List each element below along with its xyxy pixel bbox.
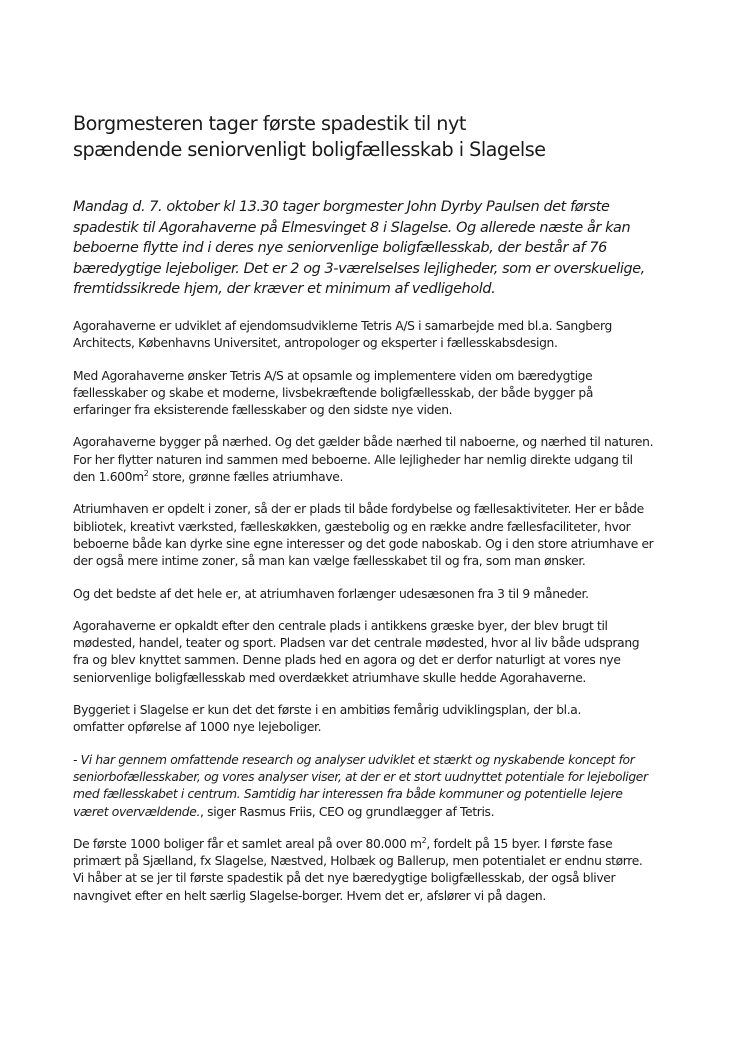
superscript: 2 [421,835,427,845]
text-line: primært på Sjælland, fx Slagelse, Næstved, Holbæk og Ballerup, men potentialet er endnu større. [73,854,643,869]
text-line: bibliotek, kreativt værksted, fælleskøkken, gæstebolig og en række andre fællesfaciliteter, hvor [73,519,631,534]
paragraph-goals [73,368,713,420]
paragraph-season [73,586,713,603]
text-line: fællesskaber og skabe et moderne, livsbekræftende boligfællesskab, der både bygger på [73,385,594,400]
text-line: Byggeriet i Slagelse er kun det det første i en ambitiøs femårig udviklingsplan, der bl.a. [73,703,582,718]
text-fragment: De første 1000 boliger får et samlet areal på over 80.000 m [73,836,422,851]
text-line [73,836,713,853]
text-line [73,469,713,486]
text-line: fra og blev knyttet sammen. Denne plads hed en agora og det er derfor naturligt at vores nye [73,653,621,668]
text-line [73,804,713,821]
text-line: erfaringer fra eksisterende fællesskaber og den sidste nye viden. [73,403,453,418]
lead-line: spadestik til Agorahaverne på Elmesvinget 8 i Slagelse. Og allerede næste år kan [73,219,631,236]
article-body [73,318,713,920]
paragraph-proximity [73,434,713,486]
text-fragment: store, grønne fælles atriumhave. [148,470,344,485]
text-line: Vi håber at se jer til første spadestik på det nye bæredygtige boligfællesskab, der også bliver [73,871,616,886]
text-line: Agorahaverne bygger på nærhed. Og det gælder både nærhed til naboerne, og nærhed til naturen. [73,435,654,450]
text-line: For her flytter naturen ind sammen med beboerne. Alle lejligheder har nemlig direkte udgang til [73,452,633,467]
quote-attribution: , siger Rasmus Friis, CEO og grundlægger af Tetris. [200,804,495,819]
title-line: spændende seniorvenligt boligfællesskab i Slagelse [73,138,546,161]
text-line: Og det bedste af det hele er, at atriumhaven forlænger udesæsonen fra 3 til 9 måneder. [73,586,589,601]
page-title [73,111,713,163]
lead-line: beboerne flytte ind i deres nye seniorvenlige boligfællesskab, der består af 76 [73,240,607,257]
text-line: mødested, handel, teater og sport. Pladsen var det centrale mødested, hvor al liv både udsprang [73,636,640,651]
text-line: - Vi har gennem omfattende research og analyser udviklet et stærkt og nyskabende koncept for [73,752,635,767]
title-line: Borgmesteren tager første spadestik til nyt [73,112,466,135]
paragraph-developers [73,318,713,353]
text-line: seniorbofællesskaber, og vores analyser viser, at der er et stort uudnyttet potentiale for lejeboliger [73,769,648,784]
text-fragment: den 1.600m [73,470,144,485]
quote-paragraph [73,752,713,821]
text-fragment: været overvældende. [73,804,201,819]
text-line: seniorvenlige boligfællesskab med overdækket atriumhave skulle hedde Agorahaverne. [73,670,586,685]
text-line: Agorahaverne er opkaldt efter den centrale plads i antikkens græske byer, der blev brugt til [73,618,608,633]
text-line: Agorahaverne er udviklet af ejendomsudviklerne Tetris A/S i samarbejde med bl.a. Sangberg [73,319,612,333]
lead-line: bæredygtige lejeboliger. Det er 2 og 3-værelselses lejligheder, som er overskuelige, [73,260,645,277]
paragraph-atrium-zones [73,501,713,570]
paragraph-agora-name [73,618,713,687]
text-line: Med Agorahaverne ønsker Tetris A/S at opsamle og implementere viden om bæredygtige [73,368,593,383]
text-line: der også mere intime zoner, så man kan vælge fællesskabet til og fra, som man ønsker. [73,554,586,569]
text-line: beboerne både kan dyrke sine egne interesser og det gode naboskab. Og i den store atriumhave er [73,536,654,551]
text-line: omfatter opførelse af 1000 nye lejeboliger. [73,720,322,735]
paragraph-first-homes [73,836,713,905]
text-line: med fællesskabet i centrum. Samtidig har interessen fra både kommuner og potentielle lejere [73,787,623,802]
text-line: Architects, Københavns Universitet, antropologer og eksperter i fællesskabsdesign. [73,336,558,351]
text-line: Atriumhaven er opdelt i zoner, så der er plads til både fordybelse og fællesaktiviteter. Her er både [73,502,644,517]
text-fragment: , fordelt på 15 byer. I første fase [426,836,613,851]
text-line: navngivet efter en helt særlig Slagelse-borger. Hvem det er, afslører vi på dagen. [73,888,546,903]
lead-line: fremtidssikrede hjem, der kræver et minimum af vedligehold. [73,281,496,298]
lead-line: Mandag d. 7. oktober kl 13.30 tager borgmester John Dyrby Paulsen det første [73,199,610,215]
paragraph-plan [73,702,713,737]
lead-paragraph [73,197,683,300]
superscript: 2 [143,469,149,479]
